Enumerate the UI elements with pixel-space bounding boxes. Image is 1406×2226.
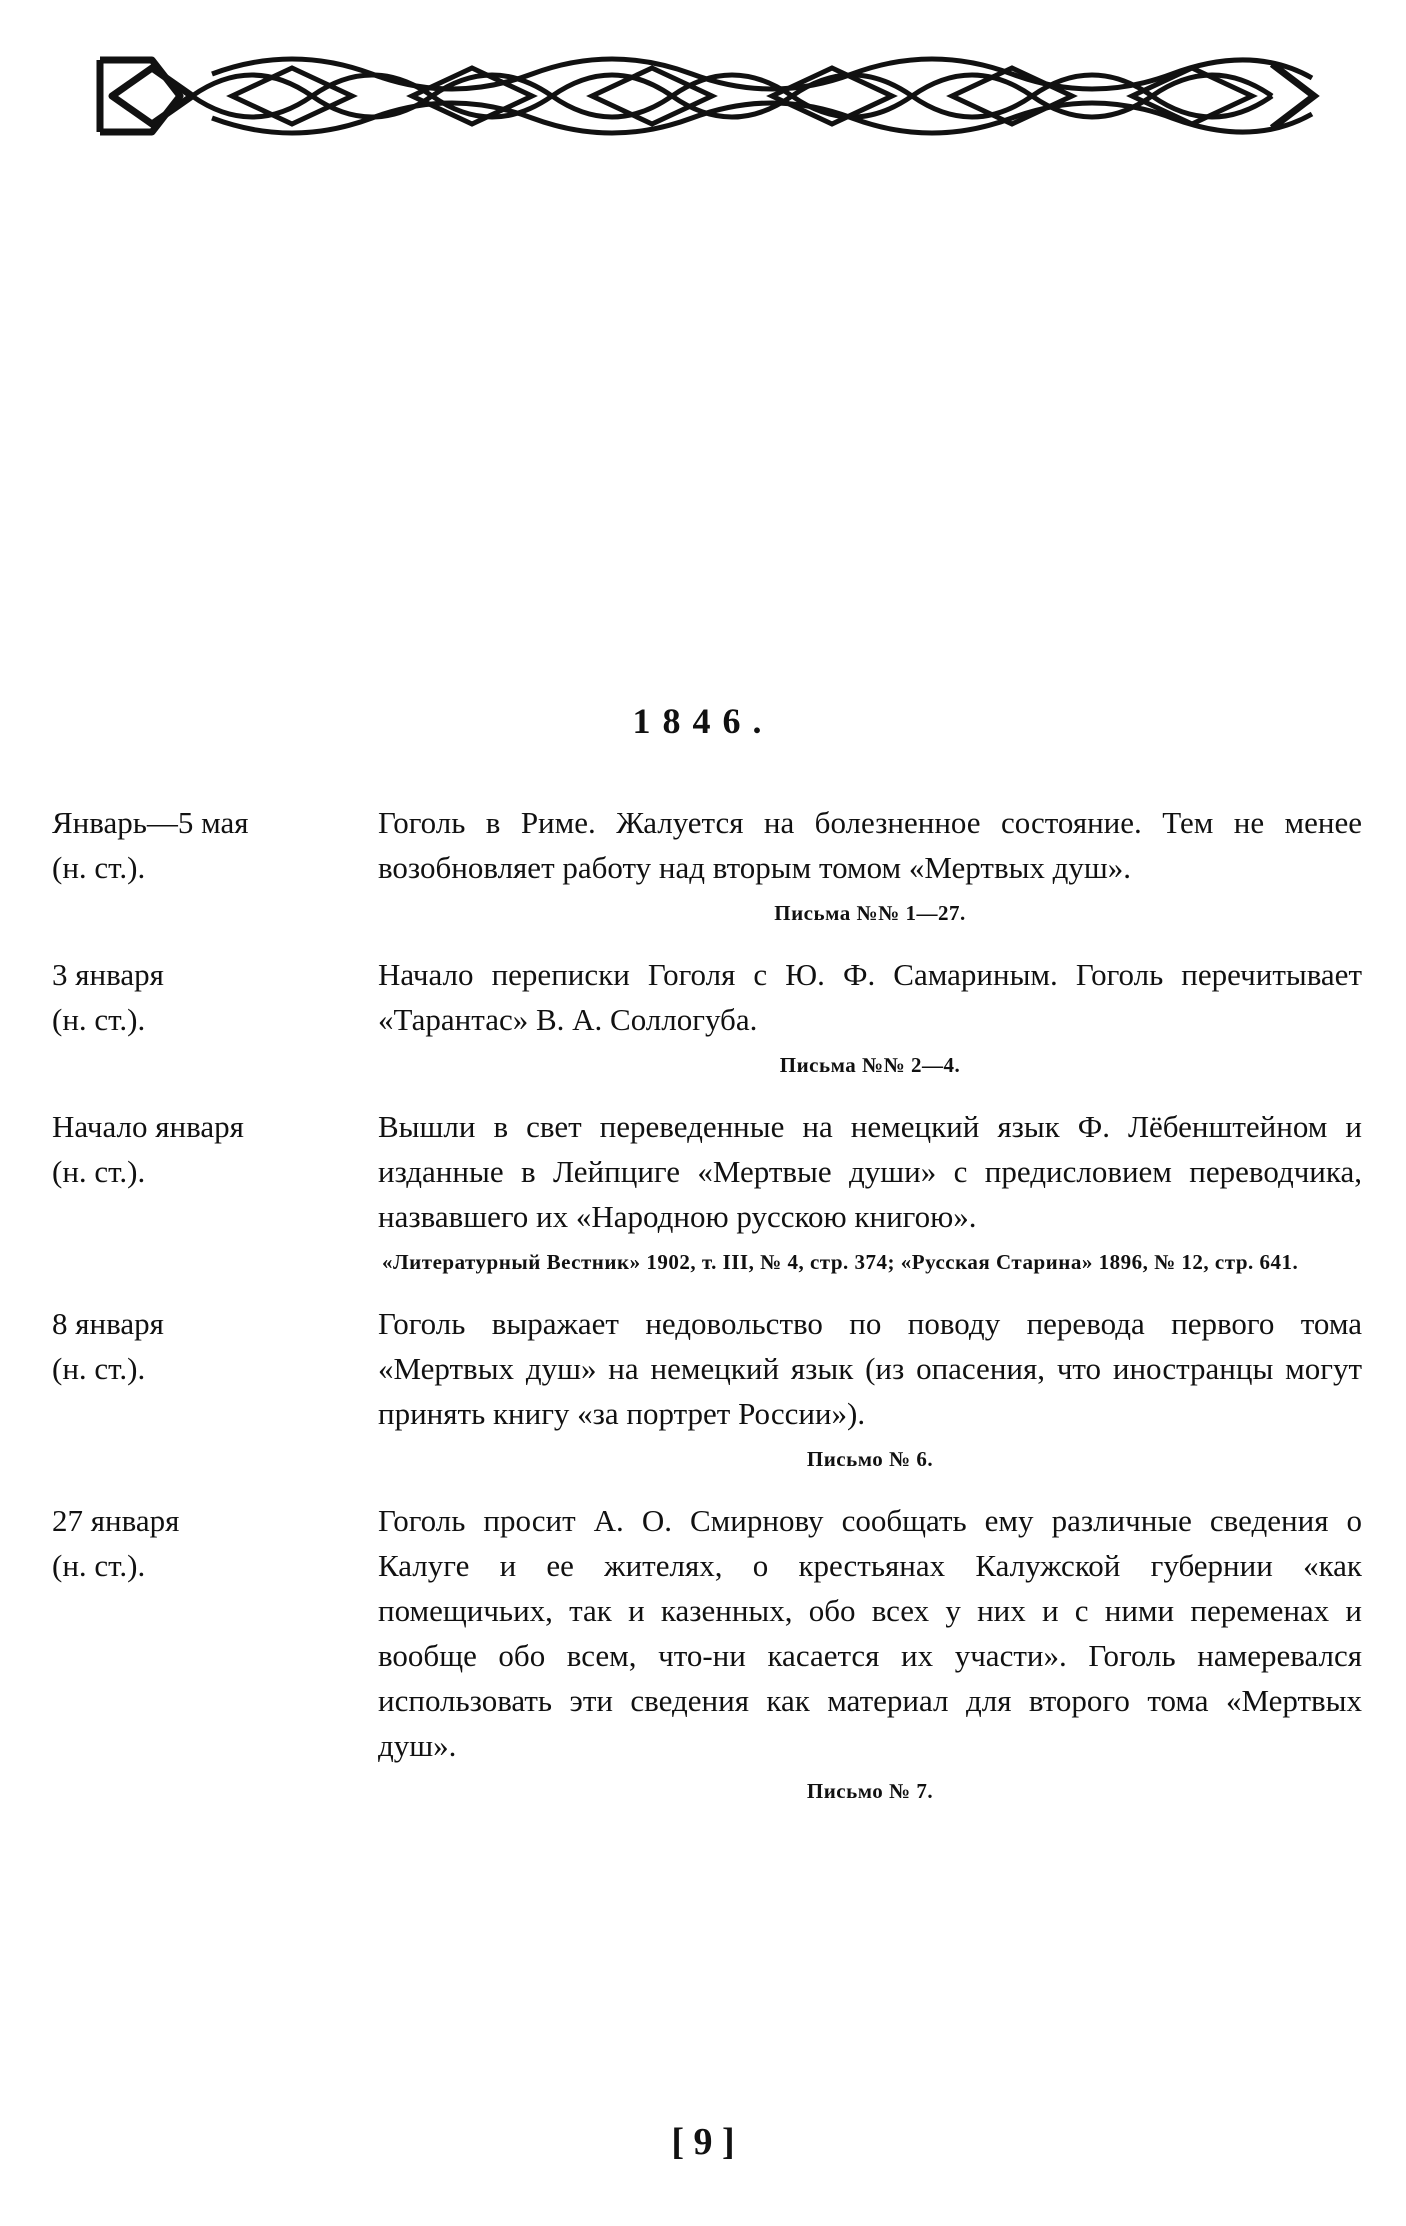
chronicle-entries	[52, 800, 1362, 1830]
entry-body	[378, 800, 1362, 930]
chronicle-entry	[52, 1104, 1362, 1239]
entry-body	[378, 1498, 1362, 1808]
entry-date: 27 января (н. ст.).	[52, 1503, 180, 1583]
entry-body	[378, 1301, 1362, 1476]
chronicle-entry	[52, 800, 1362, 930]
entry-text: Гоголь выражает недовольство по поводу перевода первого тома «Мертвых душ» на немецкий язык (из опасения, что иностранцы могут принять книгу «за портрет России»).	[378, 1306, 1362, 1431]
entry-date: Январь—5 мая (н. ст.).	[52, 805, 249, 885]
entry-text: Вышли в свет переведенные на немецкий язык Ф. Лёбенштейном и изданные в Лейпциге «Мертвые души» с предисловием переводчика, назвавшего их «Народною русскою книгою».	[378, 1109, 1362, 1234]
entry-date: Начало января (н. ст.).	[52, 1109, 244, 1189]
chronicle-entry	[52, 1498, 1362, 1808]
chronicle-entry	[52, 952, 1362, 1082]
entry-body	[378, 1104, 1362, 1239]
entry-reference: «Литературный Вестник» 1902, т. III, № 4, стр. 374; «Русская Старина» 1896, № 12, стр. 641.	[382, 1250, 1299, 1274]
entry-date: 3 января (н. ст.).	[52, 957, 164, 1037]
page-number: [ 9 ]	[671, 2121, 735, 2163]
entry-reference: Письма №№ 1—27.	[774, 901, 966, 925]
entry-body	[378, 952, 1362, 1082]
year-heading: 1846.	[632, 701, 774, 741]
chronicle-entry	[52, 1301, 1362, 1476]
entry-text: Гоголь просит А. О. Смирнову сообщать ему различные сведения о Калуге и ее жителях, о крестьянах Калужской губернии «как помещичьих, так и казенных, обо всех у них и с ними переменах и вообще обо всем, что-ни касается их участи». Гоголь намеревался использовать эти сведения как материал для второго тома «Мертвых душ».	[378, 1503, 1362, 1763]
entry-reference: Письмо № 7.	[806, 1779, 934, 1803]
entry-reference: Письмо № 6.	[806, 1447, 934, 1471]
braided-border-ornament	[92, 48, 1322, 144]
entry-text: Гоголь в Риме. Жалуется на болезненное состояние. Тем не менее возобновляет работу над вторым томом «Мертвых душ».	[378, 805, 1362, 885]
entry-text: Начало переписки Гоголя с Ю. Ф. Самариным. Гоголь перечитывает «Тарантас» В. А. Соллогуба.	[378, 957, 1362, 1037]
entry-date: 8 января (н. ст.).	[52, 1306, 164, 1386]
entry-reference: Письма №№ 2—4.	[779, 1053, 961, 1077]
